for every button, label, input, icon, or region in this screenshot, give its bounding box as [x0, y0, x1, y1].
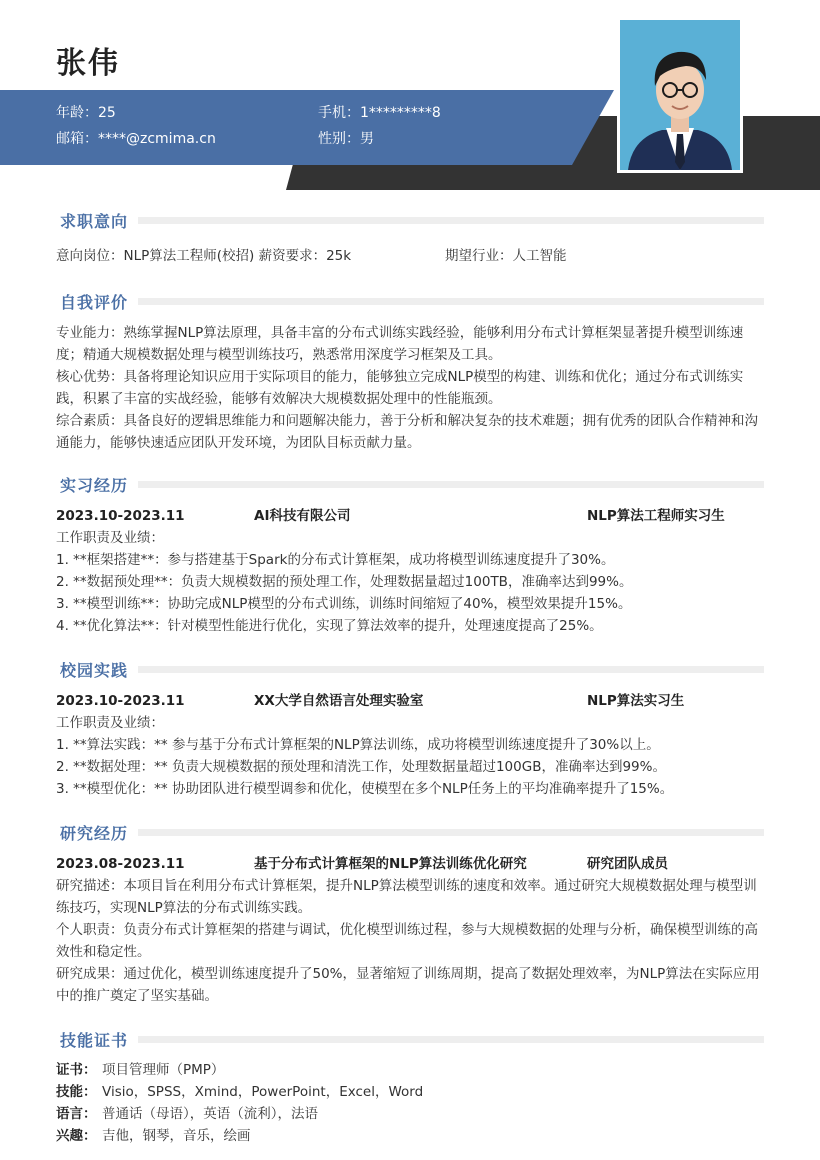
age-value: 25 — [98, 105, 116, 121]
list-item: 1. **算法实践：** 参与基于分布式计算框架的NLP算法训练，成功将模型训练速度提升了30%以上。 — [56, 737, 660, 753]
research-section — [56, 820, 764, 1007]
candidate-name: 张伟 — [56, 46, 120, 81]
email-label: 邮箱： — [56, 131, 98, 147]
portrait-illustration — [620, 20, 740, 170]
research-line: 研究描述：本项目旨在利用分布式计算框架，提升NLP算法模型训练的速度和效率。通过研究大规模数据处理与模型训练技巧，实现NLP算法的分布式训练实践。 — [56, 878, 757, 916]
research-line: 个人职责：负责分布式计算框架的搭建与调试，优化模型训练过程，参与大规模数据的处理与分析，确保模型训练的高效性和稳定性。 — [56, 922, 758, 960]
language-row — [56, 1103, 764, 1125]
list-item: 2. **数据预处理**：负责大规模数据的预处理工作，处理数据量超过100TB，准确率达到99%。 — [56, 574, 633, 590]
hobby-value: 吉他，钢琴，音乐，绘画 — [102, 1128, 251, 1144]
section-divider — [138, 666, 764, 673]
section-divider — [138, 1036, 764, 1043]
section-title: 求职意向 — [60, 211, 129, 231]
duty-label: 工作职责及业绩： — [56, 715, 164, 731]
intent-section — [56, 208, 764, 267]
phone-label: 手机： — [318, 105, 360, 121]
section-title: 研究经历 — [60, 823, 129, 843]
self-eval-line: 综合素质：具备良好的逻辑思维能力和问题解决能力，善于分析和解决复杂的技术难题；拥有优秀的团队合作精神和沟通能力，能够快速适应团队开发环境，为团队目标贡献力量。 — [56, 413, 758, 451]
campus-org: XX大学自然语言处理实验室 — [254, 693, 424, 709]
duty-label: 工作职责及业绩： — [56, 530, 164, 546]
cert-value: 项目管理师（PMP） — [102, 1062, 225, 1078]
internship-role: NLP算法工程师实习生 — [587, 508, 725, 524]
list-item: 3. **模型优化：** 协助团队进行模型调参和优化，使模型在多个NLP任务上的平均准确率提升了15%。 — [56, 781, 674, 797]
skill-row — [56, 1081, 764, 1103]
hobby-label: 兴趣： — [56, 1128, 97, 1144]
internship-section — [56, 472, 764, 637]
section-title: 技能证书 — [60, 1030, 129, 1050]
research-summary — [56, 853, 764, 875]
campus-summary — [56, 690, 764, 712]
self-eval-line: 核心优势：具备将理论知识应用于实际项目的能力，能够独立完成NLP模型的构建、训练和优化；通过分布式训练实践，积累了丰富的实战经验，能够有效解决大规模数据处理中的性能瓶颈。 — [56, 369, 744, 407]
resume-header — [0, 0, 820, 192]
profile-photo — [617, 17, 743, 173]
section-header — [56, 289, 764, 313]
age-label: 年龄： — [56, 105, 98, 121]
gender-info — [318, 128, 374, 148]
internship-org: AI科技有限公司 — [254, 508, 351, 524]
section-title: 实习经历 — [60, 475, 129, 495]
section-header — [56, 820, 764, 844]
email-value: ****@zcmima.cn — [98, 131, 216, 147]
section-divider — [138, 217, 764, 224]
cert-label: 证书： — [56, 1062, 97, 1078]
section-header — [56, 472, 764, 496]
section-divider — [138, 481, 764, 488]
section-header — [56, 657, 764, 681]
gender-value: 男 — [360, 131, 374, 147]
gender-label: 性别： — [318, 131, 360, 147]
list-item: 2. **数据处理：** 负责大规模数据的预处理和清洗工作，处理数据量超过100GB，准确率达到99%。 — [56, 759, 666, 775]
research-role: 研究团队成员 — [587, 856, 668, 872]
phone-value: 1*********8 — [360, 105, 441, 121]
campus-role: NLP算法实习生 — [587, 693, 685, 709]
section-divider — [138, 829, 764, 836]
list-item: 4. **优化算法**：针对模型性能进行优化，实现了算法效率的提升，处理速度提高了25%。 — [56, 618, 603, 634]
research-date: 2023.08-2023.11 — [56, 856, 185, 872]
skills-section — [56, 1027, 764, 1147]
intent-row — [56, 245, 764, 267]
section-divider — [138, 298, 764, 305]
internship-summary — [56, 505, 764, 527]
research-topic: 基于分布式计算框架的NLP算法训练优化研究 — [254, 856, 527, 872]
section-header — [56, 1027, 764, 1051]
section-header — [56, 208, 764, 232]
self-eval-line: 专业能力：熟练掌握NLP算法原理，具备丰富的分布式训练实践经验，能够利用分布式计算框架显著提升模型训练速度；精通大规模数据处理与模型训练技巧，熟悉常用深度学习框架及工具。 — [56, 325, 744, 363]
campus-section — [56, 657, 764, 800]
list-item: 1. **框架搭建**：参与搭建基于Spark的分布式计算框架，成功将模型训练速度提升了30%。 — [56, 552, 615, 568]
cert-row — [56, 1059, 764, 1081]
internship-date: 2023.10-2023.11 — [56, 508, 185, 524]
email-info — [56, 128, 216, 148]
intent-industry: 期望行业：人工智能 — [445, 248, 567, 264]
skill-label: 技能： — [56, 1084, 97, 1100]
research-line: 研究成果：通过优化，模型训练速度提升了50%，显著缩短了训练周期，提高了数据处理效率，为NLP算法在实际应用中的推广奠定了坚实基础。 — [56, 966, 760, 1004]
language-label: 语言： — [56, 1106, 97, 1122]
phone-info — [318, 102, 441, 122]
section-title: 校园实践 — [60, 660, 129, 680]
list-item: 3. **模型训练**：协助完成NLP模型的分布式训练，训练时间缩短了40%，模型效果提升15%。 — [56, 596, 632, 612]
section-title: 自我评价 — [60, 292, 129, 312]
self-eval-section — [56, 289, 764, 454]
campus-date: 2023.10-2023.11 — [56, 693, 185, 709]
hobby-row — [56, 1125, 764, 1147]
intent-position: 意向岗位：NLP算法工程师(校招) 薪资要求：25k — [56, 248, 352, 264]
age-info — [56, 102, 116, 122]
skill-value: Visio，SPSS，Xmind，PowerPoint，Excel，Word — [102, 1084, 424, 1100]
language-value: 普通话（母语），英语（流利），法语 — [102, 1106, 318, 1122]
